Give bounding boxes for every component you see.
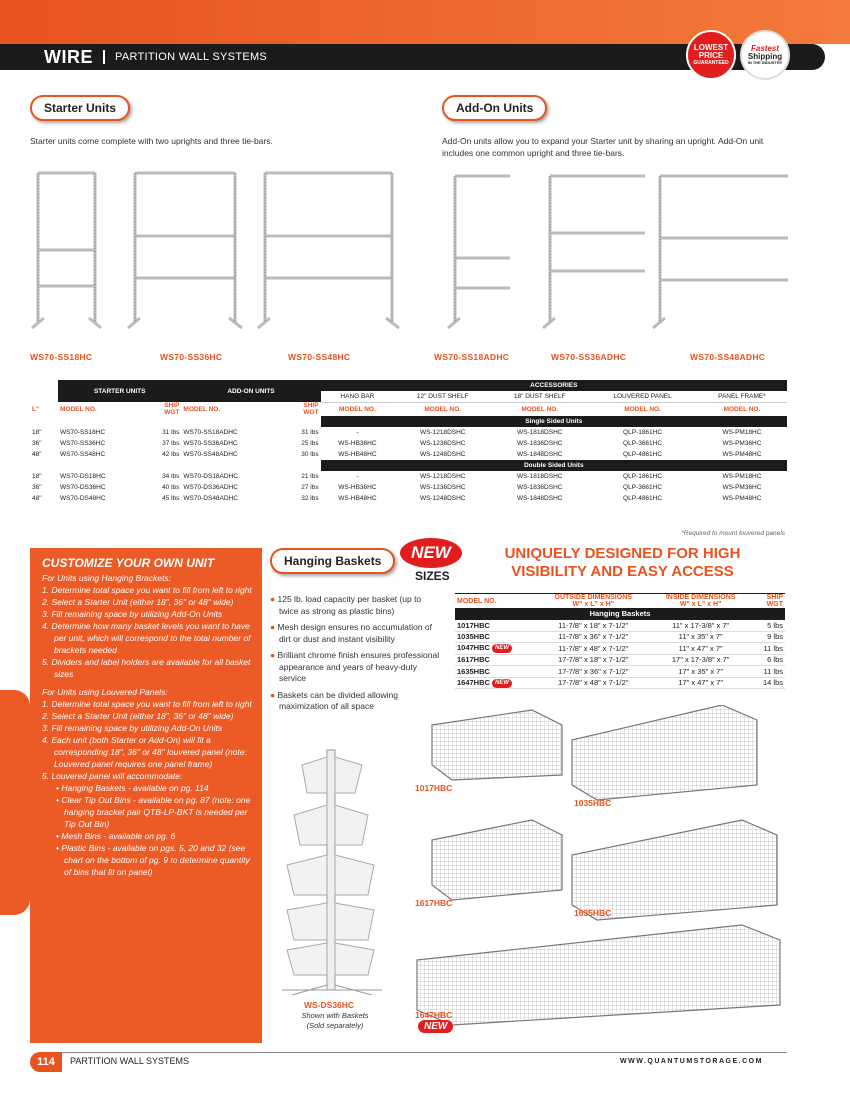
unit-label: WS70-SS18ADHC bbox=[434, 352, 510, 362]
spec-cell: WS-1248DSHC bbox=[419, 495, 466, 502]
spec-cell: QLP-4861HC bbox=[623, 451, 663, 458]
spec-cell: QLP-3661HC bbox=[623, 440, 663, 447]
spec-cell: WS70-SS36ADHC bbox=[183, 440, 238, 447]
basket-model bbox=[455, 631, 537, 643]
accommodate-item: • Clear Tip Out Bins - available on pg. 87 (note: one hanging bracket pair QTB-LP-BKT is needed per Tip Out Bin) bbox=[56, 795, 251, 829]
bt-inside-label: INSIDE DIMENSIONS bbox=[665, 594, 736, 601]
bt-ship-label: SHIP bbox=[766, 594, 783, 601]
spec-cell: 18" bbox=[32, 429, 42, 436]
col-ship bbox=[283, 402, 320, 416]
basket-weight: 14 lbs bbox=[762, 678, 783, 688]
spec-cell: 25 lbs bbox=[301, 440, 319, 447]
caption-line: Shown with Baskets bbox=[301, 1011, 369, 1020]
bt-section: Hanging Baskets bbox=[455, 608, 785, 620]
basket-weight: 5 lbs bbox=[767, 620, 783, 630]
side-tab bbox=[0, 690, 30, 915]
basket-outside: 17-7/8" x 36" x 7-1/2" bbox=[557, 666, 629, 676]
spec-cell: WS70-SS48HC bbox=[60, 451, 106, 458]
step-item: 3. Fill remaining space by utilizing Add-On Units bbox=[42, 723, 223, 733]
spec-cell: WS-PM48HC bbox=[722, 451, 762, 458]
acc-col: HANG BAR bbox=[321, 391, 395, 402]
louver-intro: For Units using Louvered Panels: bbox=[42, 687, 168, 697]
basket-outside: 17-7/8" x 48" x 7-1/2" bbox=[557, 678, 629, 688]
display-unit-image bbox=[272, 745, 392, 995]
bt-inside-sub: W" x L" x H" bbox=[679, 601, 722, 608]
unit-label: WS70-SS18HC bbox=[30, 352, 93, 362]
basket-model bbox=[455, 654, 537, 666]
accommodate-item: • Plastic Bins - available on pgs. 5, 20 and 32 (see chart on the bottom of pg. 9 to determine quantity of bins that fit on panel) bbox=[56, 843, 250, 877]
basket-label: 1617HBC bbox=[415, 898, 453, 908]
double-sided-rows bbox=[30, 471, 787, 504]
spec-cell: WS-1848DSHC bbox=[516, 451, 563, 458]
spec-cell: WS70-DS18HC bbox=[60, 473, 106, 480]
unit-frames-image bbox=[30, 168, 790, 340]
col-ship bbox=[144, 402, 181, 416]
basket-outside: 11-7/8" x 18" x 7-1/2" bbox=[558, 620, 629, 630]
spec-cell: WS-PM48HC bbox=[722, 495, 762, 502]
spec-header-starter: STARTER UNITS bbox=[58, 380, 181, 402]
basket-features bbox=[270, 594, 440, 718]
basket-inside: 11" x 35" x 7" bbox=[678, 632, 723, 642]
step-item: 3. Fill remaining space by utilizing Add-On Units bbox=[42, 609, 223, 619]
unit-label: WS70-SS36ADHC bbox=[551, 352, 627, 362]
footer-line bbox=[62, 1052, 787, 1053]
spec-row bbox=[30, 471, 787, 482]
spec-cell: QLP-3661HC bbox=[623, 484, 663, 491]
spec-row bbox=[30, 438, 787, 449]
spec-cell: WS-1236DSHC bbox=[419, 440, 466, 447]
header-title: WIRE bbox=[44, 46, 93, 67]
badge-line: Fastest bbox=[750, 43, 779, 53]
baskets-headline: UNIQUELY DESIGNED FOR HIGH VISIBILITY AND EASY ACCESS bbox=[504, 545, 741, 580]
acc-col: 12" DUST SHELF bbox=[394, 391, 491, 402]
spec-cell: 36" bbox=[32, 484, 42, 491]
ship-label: SHIP bbox=[164, 402, 180, 409]
spec-cell: 45 lbs bbox=[162, 495, 180, 502]
bt-outside-sub: W" x L" x H" bbox=[572, 601, 614, 608]
spec-cell: WS-1818DSHC bbox=[516, 429, 563, 436]
bt-model: MODEL NO. bbox=[457, 597, 497, 605]
spec-cell: 27 lbs bbox=[301, 484, 319, 491]
basket-model-text: 1635HBC bbox=[457, 666, 490, 676]
lowest-price-badge bbox=[686, 30, 736, 80]
spec-cell: 48" bbox=[32, 495, 42, 502]
spec-cell: WS-1818DSHC bbox=[516, 473, 563, 480]
fastest-shipping-badge bbox=[740, 30, 790, 80]
spec-cell: 48" bbox=[32, 451, 42, 458]
spec-cell: WS-HB48HC bbox=[338, 451, 377, 458]
footer-section: PARTITION WALL SYSTEMS bbox=[70, 1056, 190, 1066]
spec-cell: 32 lbs bbox=[301, 495, 319, 502]
feature-item bbox=[270, 650, 440, 685]
basket-row bbox=[455, 654, 785, 666]
bullet-dot: ● bbox=[270, 689, 276, 700]
col-model: MODEL NO. bbox=[521, 405, 559, 413]
basket-images bbox=[412, 705, 792, 1035]
spec-cell: 30 lbs bbox=[301, 451, 319, 458]
spec-cell: WS-1248DSHC bbox=[419, 451, 466, 458]
basket-row bbox=[455, 620, 785, 632]
basket-weight: 6 lbs bbox=[767, 655, 783, 665]
spec-cell: 31 lbs bbox=[162, 429, 180, 436]
step-item: 4. Determine how many basket levels you want to have per unit, which will correspond to the total number of brackets needed bbox=[42, 621, 251, 655]
spec-cell: 36" bbox=[32, 440, 42, 447]
spec-cell: QLP-1861HC bbox=[623, 473, 663, 480]
spec-cell: WS70-DS36HC bbox=[60, 484, 106, 491]
single-sided-rows bbox=[30, 427, 787, 460]
hanging-baskets-heading: Hanging Baskets bbox=[270, 548, 395, 574]
spec-cell: WS70-DS48ADHC bbox=[183, 495, 238, 502]
basket-row bbox=[455, 677, 785, 689]
bt-wgt-label: WGT bbox=[766, 601, 783, 608]
basket-row bbox=[455, 666, 785, 678]
basket-label: 1035HBC bbox=[574, 798, 612, 808]
basket-model bbox=[455, 666, 537, 678]
spec-cell: WS70-SS18HC bbox=[60, 429, 106, 436]
spec-cell: 21 lbs bbox=[301, 473, 319, 480]
basket-outside: 11-7/8" x 36" x 7-1/2" bbox=[558, 632, 629, 642]
spec-cell: - bbox=[356, 473, 359, 480]
spec-table bbox=[30, 380, 787, 504]
customize-text bbox=[30, 572, 262, 878]
single-sided-header: Single Sided Units bbox=[321, 416, 787, 427]
step-item: 1. Determine total space you want to fill from left to right bbox=[42, 699, 252, 709]
col-model: MODEL NO. bbox=[424, 405, 462, 413]
spec-cell: WS-PM36HC bbox=[722, 440, 762, 447]
starter-description: Starter units come complete with two uprights and three tie-bars. bbox=[30, 136, 273, 146]
feature-text: Brilliant chrome finish ensures professional appearance and years of heavy-duty service bbox=[277, 650, 440, 683]
spec-cell: WS-PM18HC bbox=[722, 473, 762, 480]
col-model: MODEL NO. bbox=[183, 405, 221, 413]
col-l: L" bbox=[32, 405, 40, 413]
basket-weight: 11 lbs bbox=[763, 666, 783, 676]
double-sided-header: Double Sided Units bbox=[321, 460, 787, 471]
basket-rows bbox=[455, 620, 785, 689]
step-item: 2. Select a Starter Unit (either 18", 36" or 48" wide) bbox=[42, 597, 234, 607]
basket-model bbox=[455, 620, 537, 632]
header-subtitle: PARTITION WALL SYSTEMS bbox=[115, 51, 268, 63]
spec-cell: 42 lbs bbox=[162, 451, 180, 458]
footer-url: WWW.QUANTUMSTORAGE.COM bbox=[620, 1058, 763, 1065]
display-unit-label: WS-DS36HC bbox=[304, 1000, 355, 1010]
spec-header-accessories: ACCESSORIES bbox=[321, 380, 787, 391]
unit-label: WS70-SS48ADHC bbox=[690, 352, 766, 362]
acc-col: PANEL FRAME* bbox=[697, 391, 787, 402]
spec-cell: 37 lbs bbox=[162, 440, 180, 447]
spec-row bbox=[30, 482, 787, 493]
bullet-dot: ● bbox=[270, 594, 276, 604]
col-model: MODEL NO. bbox=[723, 405, 761, 413]
ship-label: SHIP bbox=[303, 402, 319, 409]
accommodate-list bbox=[42, 782, 252, 878]
basket-model-text: 1647HBC bbox=[457, 677, 490, 687]
basket-model-text: 1017HBC bbox=[457, 620, 490, 630]
acc-col: LOUVERED PANEL bbox=[588, 391, 697, 402]
header-bar-left bbox=[0, 44, 30, 70]
step-item: 4. Each unit (both Starter or Add-On) will fit a corresponding 18", 36" or 48" louvered panel (note: Louvered panel requires one panel frame) bbox=[42, 735, 247, 769]
spec-cell: WS-HB36HC bbox=[338, 484, 377, 491]
unit-label: WS70-SS48HC bbox=[288, 352, 351, 362]
spec-cell: QLP-4861HC bbox=[623, 495, 663, 502]
basket-row bbox=[455, 643, 785, 655]
basket-inside: 17" x 35" x 7" bbox=[678, 666, 723, 676]
spec-cell: WS-1218DSHC bbox=[419, 473, 466, 480]
feature-text: Baskets can be divided allowing maximization of all space bbox=[277, 689, 399, 711]
step-item: 5. Louvered panel will accommodate: bbox=[42, 771, 183, 781]
basket-model-text: 1617HBC bbox=[457, 655, 490, 665]
spec-cell: WS-HB48HC bbox=[338, 495, 377, 502]
new-badge: NEW bbox=[492, 679, 512, 688]
basket-model-text: 1047HBC bbox=[457, 643, 490, 653]
badge-line: LOWEST bbox=[693, 42, 729, 52]
basket-label: 1647HBC bbox=[415, 1010, 453, 1020]
basket-model-text: 1035HBC bbox=[457, 632, 490, 642]
baskets-intro: For Units using Hanging Brackets: bbox=[42, 573, 171, 583]
spec-cell: QLP-1861HC bbox=[623, 429, 663, 436]
spec-cell: WS-1848DSHC bbox=[516, 495, 563, 502]
spec-cell: - bbox=[356, 429, 359, 436]
basket-inside: 17" x 47" x 7" bbox=[678, 678, 723, 688]
new-badge: NEW bbox=[492, 644, 512, 653]
new-badge: NEW bbox=[418, 1020, 453, 1033]
customize-title: CUSTOMIZE YOUR OWN UNIT bbox=[42, 556, 215, 570]
spec-cell: WS-PM36HC bbox=[722, 484, 762, 491]
sizes-label: SIZES bbox=[415, 569, 450, 583]
feature-text: 125 lb. load capacity per basket (up to twice as strong as plastic bins) bbox=[277, 594, 422, 616]
basket-model bbox=[455, 677, 537, 689]
bt-inside bbox=[650, 594, 752, 609]
col-model: MODEL NO. bbox=[339, 405, 376, 413]
badge-line: PRICE bbox=[698, 51, 724, 61]
spec-cell: WS-1218DSHC bbox=[419, 429, 466, 436]
accommodate-item: • Mesh Bins - available on pg. 6 bbox=[56, 831, 176, 841]
badge-line: Shipping bbox=[747, 51, 783, 61]
basket-outside: 17-7/8" x 18" x 7-1/2" bbox=[557, 655, 629, 665]
spec-cell: WS-1236DSHC bbox=[419, 484, 466, 491]
basket-label: 1017HBC bbox=[415, 783, 453, 793]
step-item: 5. Dividers and label holders are available for all basket sizes bbox=[42, 657, 251, 679]
spec-cell: WS-PM18HC bbox=[722, 429, 762, 436]
acc-col: 18" DUST SHELF bbox=[491, 391, 588, 402]
bt-outside bbox=[537, 594, 650, 609]
addon-units-heading: Add-On Units bbox=[442, 95, 547, 121]
basket-outside: 11-7/8" x 48" x 7-1/2" bbox=[558, 643, 629, 653]
basket-label: 1635HBC bbox=[574, 908, 612, 918]
col-model: MODEL NO. bbox=[624, 405, 661, 413]
spec-header-addon: ADD-ON UNITS bbox=[181, 380, 320, 402]
spec-row bbox=[30, 493, 787, 504]
header-divider bbox=[103, 50, 105, 64]
spec-footnote: *Required to mount louvered panels bbox=[681, 530, 785, 537]
basket-weight: 9 lbs bbox=[767, 632, 783, 642]
feature-item bbox=[270, 594, 440, 617]
spec-cell: WS-HB36HC bbox=[338, 440, 377, 447]
unit-label: WS70-SS36HC bbox=[160, 352, 223, 362]
spec-cell: WS70-SS18ADHC bbox=[183, 429, 238, 436]
bullet-dot: ● bbox=[270, 622, 276, 632]
addon-description: Add-On units allow you to expand your Starter unit by sharing an upright. Add-On unit includes one common upright and three tie-bars. bbox=[442, 136, 764, 158]
page-number: 114 bbox=[30, 1052, 62, 1072]
spec-cell: WS70-DS48HC bbox=[60, 495, 106, 502]
bullet-dot: ● bbox=[270, 650, 276, 660]
basket-table bbox=[455, 593, 785, 689]
spec-cell: 18" bbox=[32, 473, 42, 480]
spec-cell: WS70-DS18ADHC bbox=[183, 473, 238, 480]
feature-item bbox=[270, 622, 440, 645]
basket-inside: 17" x 17-3/8" x 7" bbox=[671, 655, 730, 665]
wgt-label: WGT bbox=[164, 409, 180, 416]
basket-row bbox=[455, 631, 785, 643]
caption-line: (Sold separately) bbox=[306, 1021, 364, 1030]
bt-outside-label: OUTSIDE DIMENSIONS bbox=[554, 594, 632, 601]
accommodate-item: • Hanging Baskets - available on pg. 114 bbox=[56, 783, 209, 793]
badge-line: GUARANTEED bbox=[693, 59, 729, 66]
col-model: MODEL NO. bbox=[60, 405, 97, 413]
badge-line: IN THE INDUSTRY bbox=[747, 60, 783, 66]
starter-units-heading: Starter Units bbox=[30, 95, 130, 121]
basket-steps bbox=[42, 584, 252, 680]
basket-weight: 11 lbs bbox=[763, 643, 783, 653]
wgt-label: WGT bbox=[303, 409, 319, 416]
basket-inside: 11" x 17-3/8" x 7" bbox=[672, 620, 730, 630]
feature-text: Mesh design ensures no accumulation of dirt or dust and instant visibility bbox=[277, 622, 433, 644]
spec-cell: WS-1836DSHC bbox=[516, 440, 563, 447]
spec-row bbox=[30, 427, 787, 438]
spec-cell: WS70-DS36ADHC bbox=[183, 484, 238, 491]
bt-ship bbox=[752, 594, 785, 609]
new-burst: NEW bbox=[400, 538, 462, 568]
display-unit-caption bbox=[290, 1011, 380, 1031]
spec-cell: WS-1836DSHC bbox=[516, 484, 563, 491]
spec-cell: 31 lbs bbox=[301, 429, 319, 436]
spec-cell: 34 lbs bbox=[162, 473, 180, 480]
louver-steps bbox=[42, 698, 252, 782]
customize-panel bbox=[30, 548, 262, 1043]
spec-cell: WS70-SS48ADHC bbox=[183, 451, 238, 458]
spec-cell: WS70-SS36HC bbox=[60, 440, 106, 447]
step-item: 2. Select a Starter Unit (either 18", 36" or 48" wide) bbox=[42, 711, 234, 721]
basket-inside: 11" x 47" x 7" bbox=[678, 643, 723, 653]
step-item: 1. Determine total space you want to fill from left to right bbox=[42, 585, 252, 595]
basket-model bbox=[455, 643, 537, 655]
spec-cell: 40 lbs bbox=[162, 484, 180, 491]
spec-row bbox=[30, 449, 787, 460]
